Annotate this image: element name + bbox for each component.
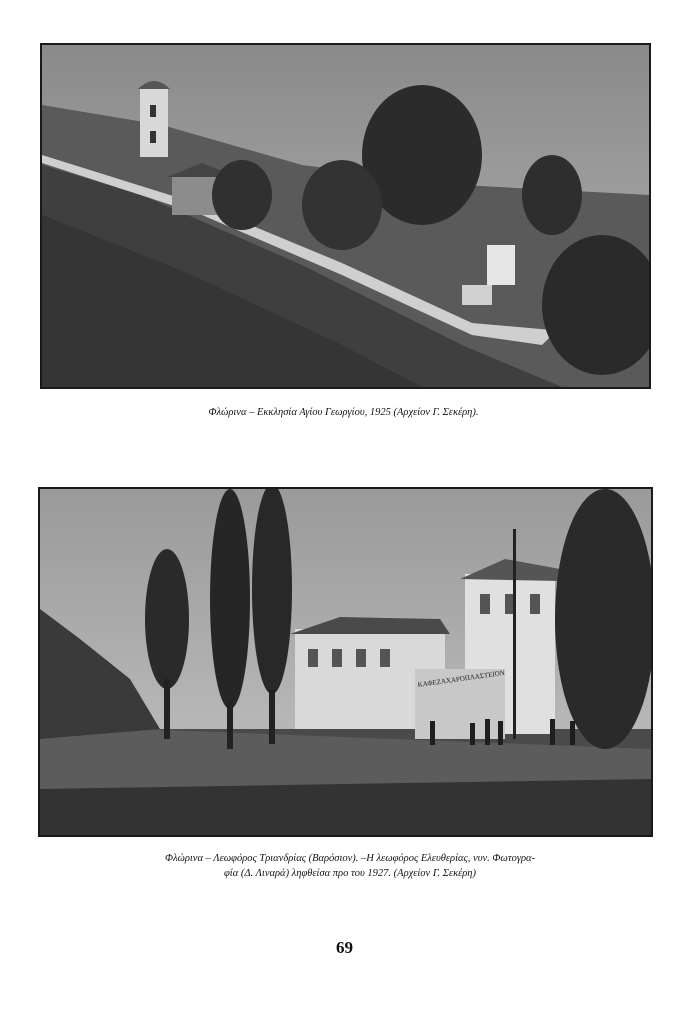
church-photo (40, 43, 651, 389)
avenue-caption-line-2: φία (Δ. Λιναρά) ληφθείσα προ του 1927. (Αρχείον Γ. Σεκέρη) (224, 868, 476, 879)
avenue-photo (38, 487, 653, 837)
avenue-photo-caption (70, 851, 630, 881)
cafe-sign-text: ΚΑΦΕΖΑΧΑΡΟΠΛΑΣΤΕΙΟΝ (417, 668, 506, 689)
church-photo-caption: Φλώρινα – Εκκλησία Αγίου Γεωργίου, 1925 (Αρχείον Γ. Σεκέρη). (208, 407, 479, 418)
avenue-caption-line-1: Φλώρινα – Λεωφόρος Τριανδρίας (Βαρόσιον). –Η λεωφόρος Ελευθερίας, νυν. Φωτογρα- (164, 853, 536, 864)
page-number: 69 (336, 938, 353, 957)
